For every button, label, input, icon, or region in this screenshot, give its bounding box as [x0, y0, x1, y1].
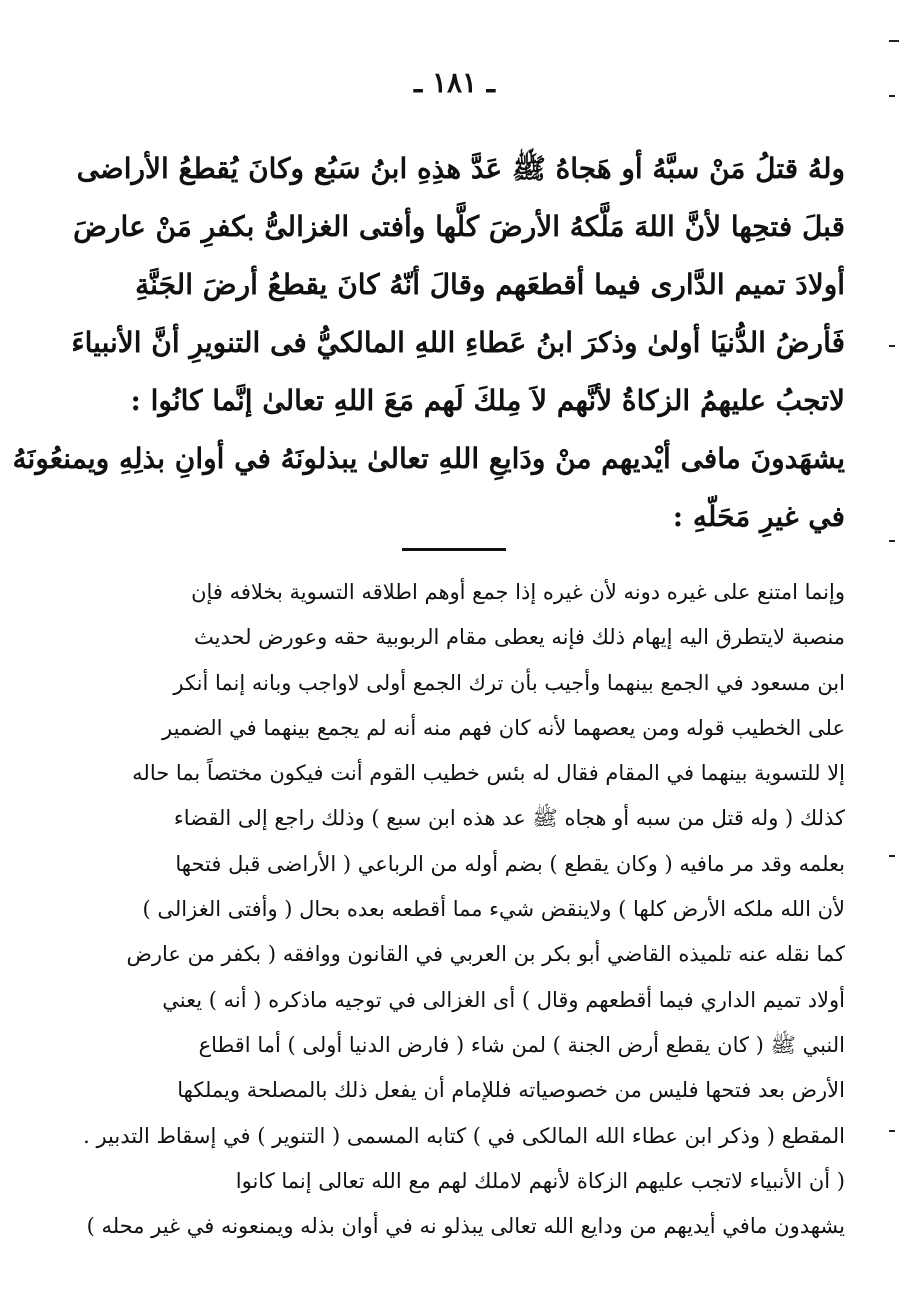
margin-tick: [889, 95, 895, 97]
page-number: ـ ١٨١ ـ: [413, 66, 496, 99]
commentary-line: منصبة لايتطرق اليه إيهام ذلك فإنه يعطى مقام الربوبية حقه وعورض لحديث: [194, 625, 845, 650]
main-text-line: ولهُ قتلُ مَنْ سبَّهُ أو هَجاهُ ﷺ عَدَّ هذِهِ ابنُ سَبُع وكانَ يُقطعُ الأراضى: [76, 152, 845, 185]
commentary-line: ( أن الأنبياء لاتجب عليهم الزكاة لأنهم لاملك لهم مع الله تعالى إنما كانوا: [235, 1168, 845, 1193]
commentary-line: ابن مسعود في الجمع بينهما وأجيب بأن ترك الجمع أولى لاواجب وبانه إنما أنكر: [173, 670, 845, 695]
commentary-line: بعلمه وقد مر مافيه ( وكان يقطع ) بضم أوله من الرباعي ( الأراضى قبل فتحها: [175, 851, 845, 876]
commentary-line: وإنما امتنع على غيره دونه لأن غيره إذا جمع أوهم اطلاقه التسوية بخلافه فإن: [191, 580, 845, 604]
section-divider: [402, 548, 506, 551]
main-text: [12, 140, 845, 546]
margin-tick: [889, 40, 899, 42]
main-text-line: قبلَ فتحِها لأنَّ اللهَ مَلَّكهُ الأرضَ كلَّها وأفتى الغزالىُّ بكفرِ مَنْ عارضَ: [73, 210, 845, 243]
margin-tick: [889, 540, 895, 542]
commentary-line: يشهدون مافي أيديهم من ودايع الله تعالى يبذلو نه في أوان بذله ويمنعونه في غير محله ): [86, 1214, 845, 1239]
commentary-line: النبي ﷺ ( كان يقطع أرض الجنة ) لمن شاء ( فارض الدنيا أولى ) أما اقطاع: [198, 1032, 845, 1057]
margin-tick: [889, 345, 895, 347]
main-text-line: يشهَدونَ مافى أيْديهم منْ ودَايعِ اللهِ تعالىٰ يبذلونَهُ في أوانِ بذلِهِ ويمنعُونَهُ: [12, 442, 845, 475]
commentary-line: إلا للتسوية بينهما في المقام فقال له بئس خطيب القوم أنت فيكون مختصاً بما حاله: [132, 761, 845, 786]
commentary-line: كذلك ( وله قتل من سبه أو هجاه ﷺ عد هذه ابن سبع ) وذلك راجع إلى القضاء: [173, 806, 845, 831]
margin-tick: [889, 855, 895, 857]
commentary-line: كما نقله عنه تلميذه القاضي أبو بكر بن العربي في القانون ووافقه ( بكفر من عارض: [126, 942, 845, 967]
commentary-line: لأن الله ملكه الأرض كلها ) ولاينقض شيء مما أقطعه بعده بحال ( وأفتى الغزالى ): [142, 897, 845, 922]
commentary-line: أولاد تميم الداري فيما أقطعهم وقال ) أى الغزالى في توجيه ماذكره ( أنه ) يعني: [162, 987, 845, 1012]
commentary-line: المقطع ( وذكر ابن عطاء الله المالكى في ) كتابه المسمى ( التنوير ) في إسقاط التدبير .: [83, 1123, 845, 1148]
commentary-text: [70, 570, 845, 1249]
commentary-line: على الخطيب قوله ومن يعصهما لأنه كان فهم منه أنه لم يجمع بينهما في الضمير: [162, 715, 845, 740]
main-text-line: في غيرِ مَحَلّهِ :: [672, 500, 845, 533]
margin-tick: [889, 1130, 895, 1132]
main-text-line: لاتجبُ عليهمُ الزكاةُ لأنَّهم لاَ مِلكَ لَهم مَعَ اللهِ تعالىٰ إنَّما كانُوا :: [130, 384, 845, 417]
commentary-line: الأرض بعد فتحها فليس من خصوصياته فللإمام أن يفعل ذلك بالمصلحة ويملكها: [177, 1078, 845, 1103]
main-text-line: فَأرضُ الدُّنيَا أولىٰ وذكرَ ابنُ عَطاءِ اللهِ المالكيُّ فى التنويرِ أنَّ الأنبياءَ: [71, 326, 845, 359]
main-text-line: أولادَ تميم الدَّارى فيما أقطعَهم وقالَ أنّهُ كانَ يقطعُ أرضَ الجَنَّةِ: [135, 268, 845, 301]
